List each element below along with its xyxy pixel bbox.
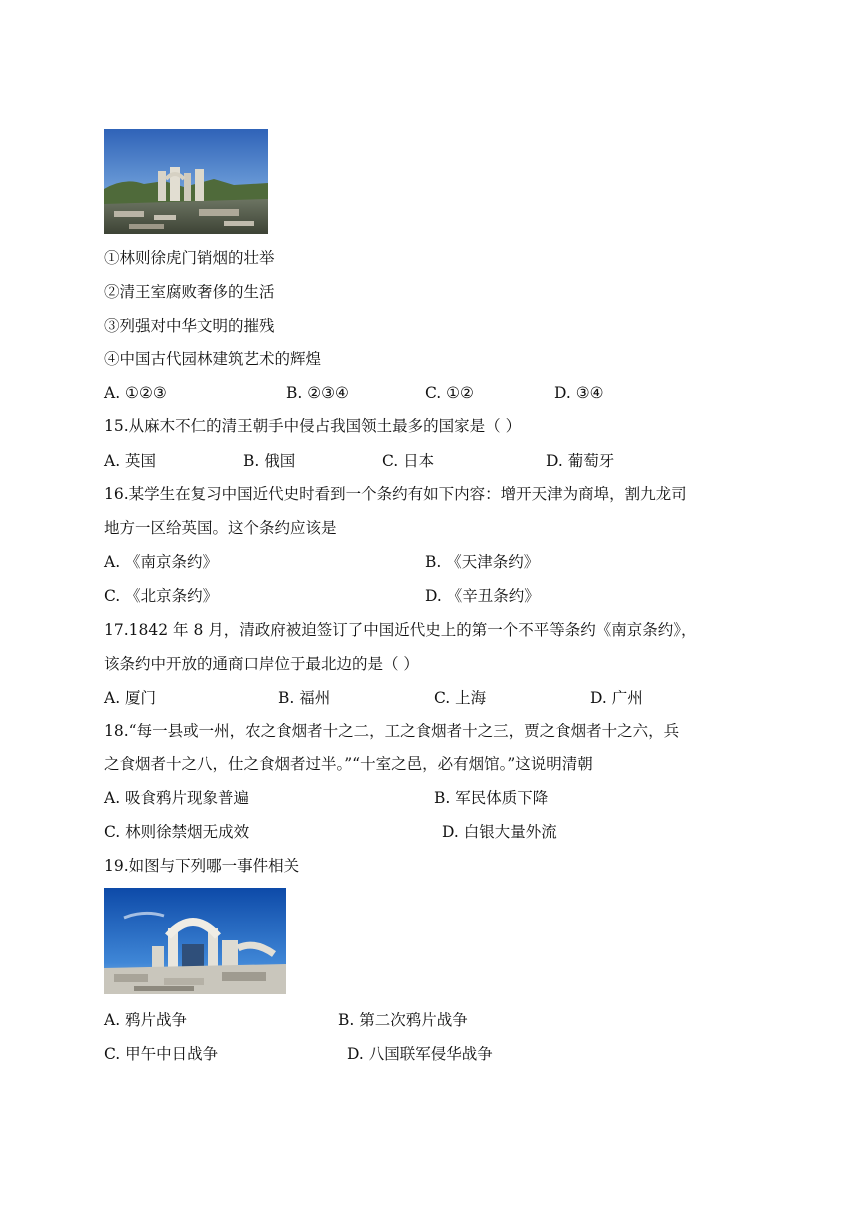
q14-option-d: D. ③④ — [554, 384, 604, 402]
q17-stem-line1: 17.1842 年 8 月，清政府被迫签订了中国近代史上的第一个不平等条约《南京条约》， — [104, 621, 697, 639]
q17-option-c: C. 上海 — [434, 689, 487, 707]
q17-option-b: B. 福州 — [278, 689, 331, 707]
q14-option-a: A. ①②③ — [104, 384, 167, 402]
q16-option-c: C. 《北京条约》 — [104, 587, 219, 605]
q16-option-a: A. 《南京条约》 — [104, 553, 219, 571]
q15-option-b: B. 俄国 — [243, 452, 296, 470]
statement-4: ④中国古代园林建筑艺术的辉煌 — [104, 350, 322, 368]
q16-option-d: D. 《辛丑条约》 — [425, 587, 540, 605]
q17-option-a: A. 厦门 — [104, 689, 157, 707]
q19-option-c: C. 甲午中日战争 — [104, 1045, 219, 1063]
q18-option-c: C. 林则徐禁烟无成效 — [104, 823, 250, 841]
q18-stem-line2: 之食烟者十之八，仕之食烟者过半。”“十室之邑，必有烟馆。”这说明清朝 — [104, 755, 593, 773]
ruins-photo-1 — [104, 129, 268, 234]
statement-3: ③列强对中华文明的摧残 — [104, 317, 275, 335]
q15-option-d: D. 葡萄牙 — [546, 452, 615, 470]
q18-option-b: B. 军民体质下降 — [434, 789, 549, 807]
q15-stem: 15.从麻木不仁的清王朝手中侵占我国领土最多的国家是（ ） — [104, 417, 522, 435]
q16-option-b: B. 《天津条约》 — [425, 553, 540, 571]
ruins-photo-2 — [104, 888, 286, 994]
q15-option-a: A. 英国 — [104, 452, 157, 470]
q19-stem: 19.如图与下列哪一事件相关 — [104, 857, 300, 875]
q16-stem-line1: 16.某学生在复习中国近代史时看到一个条约有如下内容：增开天津为商埠，割九龙司 — [104, 485, 687, 503]
statement-1: ①林则徐虎门销烟的壮举 — [104, 249, 275, 267]
q16-stem-line2: 地方一区给英国。这个条约应该是 — [104, 519, 337, 537]
q17-option-d: D. 广州 — [590, 689, 643, 707]
q14-option-b: B. ②③④ — [286, 384, 349, 402]
q17-stem-line2: 该条约中开放的通商口岸位于最北边的是（ ） — [104, 655, 419, 673]
q19-option-b: B. 第二次鸦片战争 — [338, 1011, 468, 1029]
q18-option-a: A. 吸食鸦片现象普遍 — [104, 789, 250, 807]
q19-option-d: D. 八国联军侵华战争 — [347, 1045, 493, 1063]
q14-option-c: C. ①② — [425, 384, 474, 402]
q18-option-d: D. 白银大量外流 — [442, 823, 557, 841]
statement-2: ②清王室腐败奢侈的生活 — [104, 283, 275, 301]
q15-option-c: C. 日本 — [382, 452, 435, 470]
q18-stem-line1: 18.“每一县或一州，农之食烟者十之二，工之食烟者十之三，贾之食烟者十之六，兵 — [104, 722, 680, 740]
q19-option-a: A. 鸦片战争 — [104, 1011, 188, 1029]
